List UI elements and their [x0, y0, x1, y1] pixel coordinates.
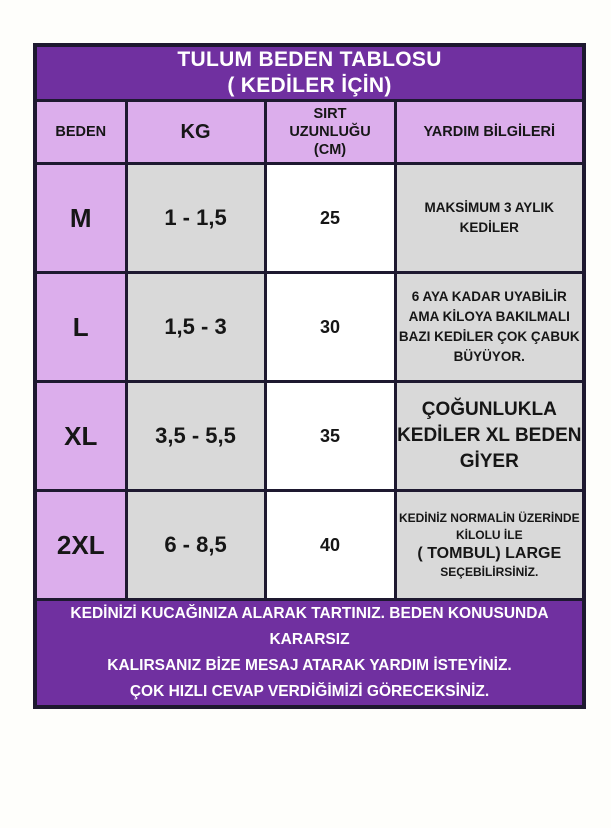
- footer-row: [35, 600, 584, 708]
- help-info-line: ( TOMBUL) LARGE: [417, 544, 562, 562]
- size-row-2xl: [35, 491, 584, 600]
- help-info-line: GİYER: [459, 451, 519, 472]
- kg-cell: 1 - 1,5: [126, 164, 265, 273]
- kg-cell: 6 - 8,5: [126, 491, 265, 600]
- column-header-row: [35, 101, 584, 164]
- size-cell: M: [35, 164, 126, 273]
- table-title-line1: TULUM BEDEN TABLOSU: [177, 48, 442, 71]
- size-rows: [35, 164, 584, 600]
- help-info-line: BAZI KEDİLER ÇOK ÇABUK: [398, 329, 580, 344]
- help-info-cell: [395, 491, 584, 600]
- help-info-cell: [395, 382, 584, 491]
- footer-note: [35, 600, 584, 708]
- col-header-kg: KG: [126, 101, 265, 164]
- help-info-line: KEDİLER XL BEDEN: [397, 425, 582, 446]
- back-length-cell: 40: [265, 491, 395, 600]
- table-title: [35, 45, 584, 101]
- size-cell: L: [35, 273, 126, 382]
- help-info-line: AMA KİLOYA BAKILMALI: [408, 309, 570, 324]
- help-info-line: SEÇEBİLİRSİNİZ.: [440, 564, 539, 579]
- back-length-cell: 25: [265, 164, 395, 273]
- footer-note-line1: KEDİNİZİ KUCAĞINIZA ALARAK TARTINIZ. BEDEN KONUSUNDA KARARSIZ: [70, 605, 549, 648]
- help-info-line: ÇOĞUNLUKLA: [421, 399, 557, 420]
- back-length-cell: 30: [265, 273, 395, 382]
- footer-note-line3: ÇOK HIZLI CEVAP VERDİĞİMİZİ GÖRECEKSİNİZ.: [129, 683, 490, 700]
- size-row-m: [35, 164, 584, 273]
- help-info-line: BÜYÜYOR.: [453, 349, 525, 364]
- help-info-cell: [395, 164, 584, 273]
- col-header-beden: BEDEN: [35, 101, 126, 164]
- footer-note-line2: KALIRSANIZ BİZE MESAJ ATARAK YARDIM İSTEYİNİZ.: [107, 657, 512, 674]
- back-length-cell: 35: [265, 382, 395, 491]
- help-info-line: KEDİNİZ NORMALİN ÜZERİNDE: [398, 510, 580, 525]
- help-info-line: MAKSİMUM 3 AYLIK: [424, 200, 555, 215]
- size-row-xl: [35, 382, 584, 491]
- col-header-sirt-uzunlugu: SIRT UZUNLUĞU (CM): [265, 101, 395, 164]
- kg-cell: 1,5 - 3: [126, 273, 265, 382]
- size-cell: 2XL: [35, 491, 126, 600]
- col-header-yardim-bilgileri: YARDIM BİLGİLERİ: [395, 101, 584, 164]
- help-info-line: KEDİLER: [459, 220, 519, 235]
- help-info-line: 6 AYA KADAR UYABİLİR: [411, 289, 567, 304]
- kg-cell: 3,5 - 5,5: [126, 382, 265, 491]
- size-chart-table: [33, 43, 586, 709]
- table-title-line2: ( KEDİLER İÇİN): [227, 74, 392, 97]
- size-cell: XL: [35, 382, 126, 491]
- size-row-l: [35, 273, 584, 382]
- title-row: [35, 45, 584, 101]
- help-info-line: KİLOLU İLE: [455, 527, 523, 542]
- help-info-cell: [395, 273, 584, 382]
